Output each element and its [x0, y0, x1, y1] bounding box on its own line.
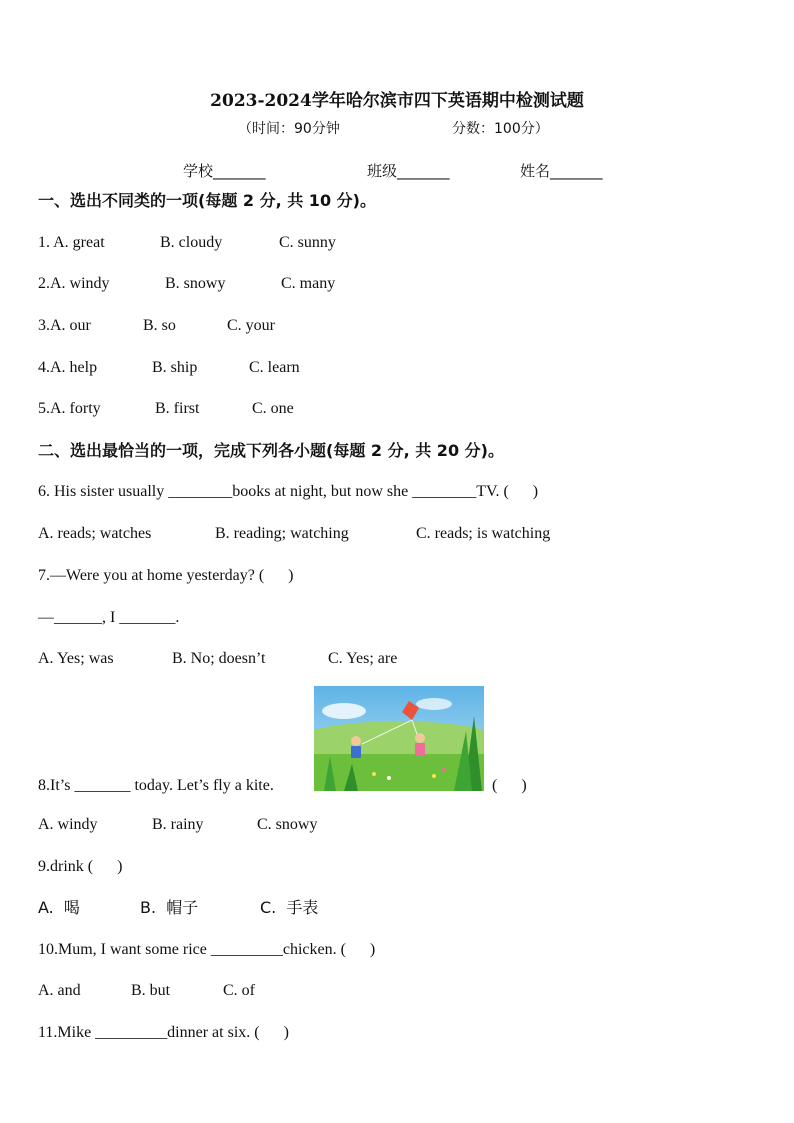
q10-option-a: A. and [38, 982, 81, 999]
q10-option-b: B. but [131, 982, 171, 999]
q9-option-b: B. 帽子 [140, 898, 199, 917]
q3-option-a: 3.A. our [38, 317, 91, 334]
q4-option-c: C. learn [249, 359, 300, 376]
q7-answer-line: —______, I _______. [38, 609, 180, 626]
q9-stem: 9.drink ( ) [38, 858, 123, 875]
page-title: 2023-2024学年哈尔滨市四下英语期中检测试题 [210, 91, 584, 111]
q6-option-a: A. reads; watches [38, 525, 152, 542]
q8-stem: 8.It’s _______ today. Let’s fly a kite. [38, 777, 274, 794]
q2-option-a: 2.A. windy [38, 275, 110, 292]
q5-option-b: B. first [155, 400, 200, 417]
q5-option-c: C. one [252, 400, 294, 417]
q4-option-a: 4.A. help [38, 359, 98, 376]
q4-option-b: B. ship [152, 359, 198, 376]
time-info: （时间：90分钟 [238, 121, 340, 137]
q3-option-c: C. your [227, 317, 275, 334]
q7-option-c: C. Yes; are [328, 650, 398, 667]
section2-heading: 二、选出最恰当的一项，完成下列各小题(每题 2 分, 共 20 分)。 [38, 441, 504, 460]
section1-heading: 一、选出不同类的一项(每题 2 分, 共 10 分)。 [38, 191, 376, 210]
kite-flying-picture [314, 686, 484, 791]
q9-option-a: A. 喝 [38, 898, 80, 917]
q7-option-b: B. No; doesn’t [172, 650, 266, 667]
school-field: 学校_______ [183, 162, 266, 180]
q8-answer-paren: ( ) [492, 777, 527, 794]
score-info: 分数：100分） [452, 121, 549, 137]
q11-stem: 11.Mike _________dinner at six. ( ) [38, 1024, 289, 1041]
q8-option-b: B. rainy [152, 816, 204, 833]
q10-option-c: C. of [223, 982, 255, 999]
q8-option-a: A. windy [38, 816, 98, 833]
q2-option-b: B. snowy [165, 275, 226, 292]
q3-option-b: B. so [143, 317, 176, 334]
q6-option-b: B. reading; watching [215, 525, 349, 542]
q6-option-c: C. reads; is watching [416, 525, 551, 542]
q8-option-c: C. snowy [257, 816, 318, 833]
q7-option-a: A. Yes; was [38, 650, 114, 667]
q9-option-c: C. 手表 [260, 898, 319, 917]
q5-option-a: 5.A. forty [38, 400, 101, 417]
class-field: 班级_______ [367, 162, 450, 180]
q1-option-c: C. sunny [279, 234, 336, 251]
q2-option-c: C. many [281, 275, 336, 292]
q1-option-a: 1. A. great [38, 234, 105, 251]
q1-option-b: B. cloudy [160, 234, 223, 251]
q6-stem: 6. His sister usually ________books at night, but now she ________TV. ( ) [38, 483, 539, 500]
q7-stem: 7.—Were you at home yesterday? ( ) [38, 567, 294, 584]
name-field: 姓名_______ [520, 162, 603, 180]
q10-stem: 10.Mum, I want some rice _________chicken. ( ) [38, 941, 376, 958]
